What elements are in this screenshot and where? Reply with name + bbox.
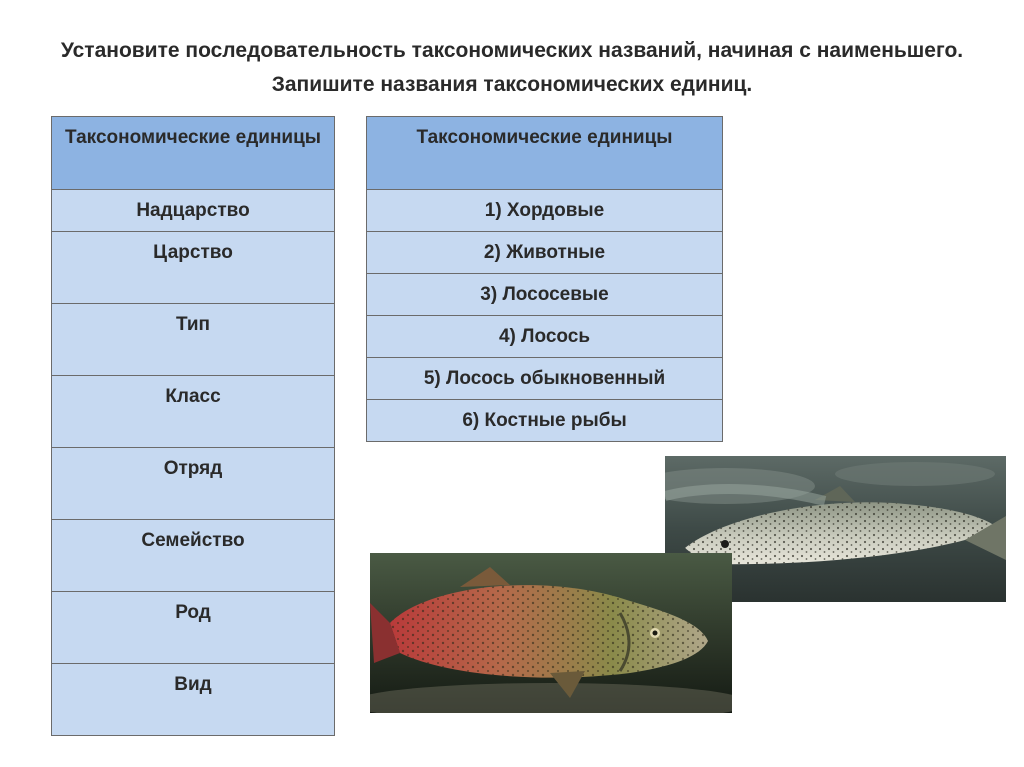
page-title: Установите последовательность таксономических названий, начиная с наименьшего. Запишите названия таксономических единиц.: [60, 39, 964, 96]
table-cell: Царство: [52, 232, 335, 304]
table-cell: 2) Животные: [367, 232, 723, 274]
table-cell: Надцарство: [52, 190, 335, 232]
taxon-names-table: [366, 116, 723, 442]
table-cell: Отряд: [52, 448, 335, 520]
table-header: Таксономические единицы: [367, 117, 723, 190]
table-cell: 6) Костные рыбы: [367, 400, 723, 442]
table-cell: 5) Лосось обыкновенный: [367, 358, 723, 400]
table-cell: Род: [52, 592, 335, 664]
table-cell: Семейство: [52, 520, 335, 592]
salmon-photo-chinook: [370, 553, 732, 713]
table-cell: 3) Лососевые: [367, 274, 723, 316]
table-cell: 1) Хордовые: [367, 190, 723, 232]
table-header: Таксономические единицы: [52, 117, 335, 190]
table-cell: Вид: [52, 664, 335, 736]
taxonomic-levels-table: [51, 116, 335, 736]
table-cell: Тип: [52, 304, 335, 376]
table-cell: 4) Лосось: [367, 316, 723, 358]
table-cell: Класс: [52, 376, 335, 448]
